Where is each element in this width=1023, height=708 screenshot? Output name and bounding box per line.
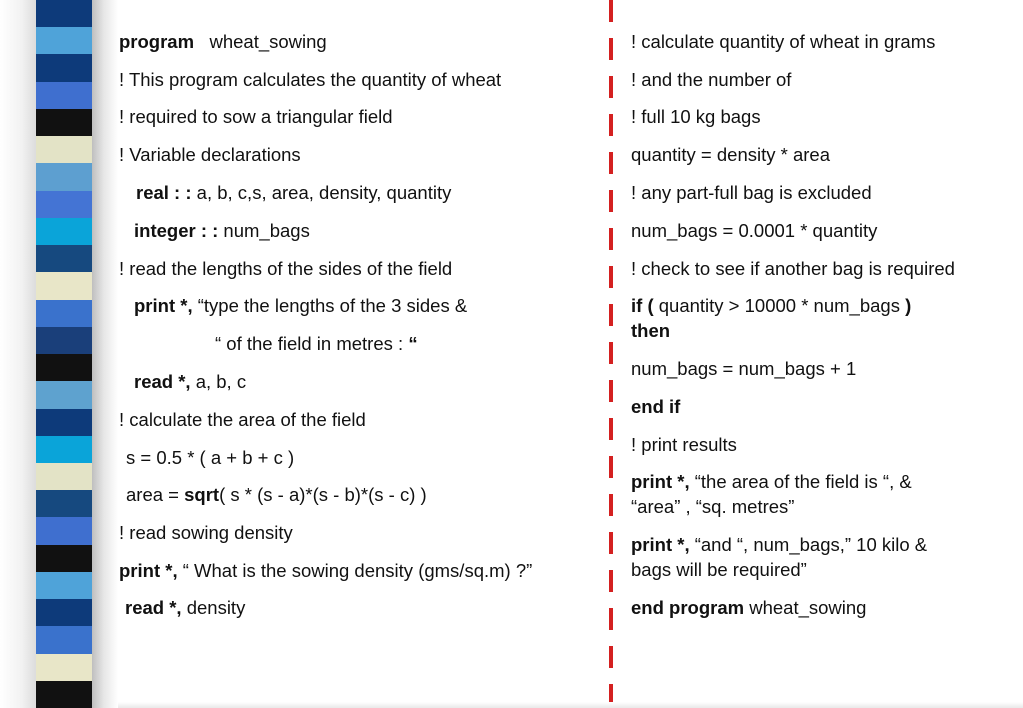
stripe-segment — [36, 272, 92, 299]
keyword-print: print *, — [119, 560, 178, 581]
read-variables: density — [181, 597, 246, 618]
stripe-segment — [36, 354, 92, 381]
stripe-segment — [36, 381, 92, 408]
sqrt-args: ( s * (s - a)*(s - b)*(s - c) ) — [219, 484, 427, 505]
keyword-print: print *, — [134, 295, 193, 316]
stripe-segment — [36, 517, 92, 544]
comment-line: ! check to see if another bag is required — [631, 258, 955, 279]
stripe-shadow-left — [0, 0, 36, 708]
code-line-if — [631, 295, 911, 317]
code-line-program — [119, 31, 327, 53]
code-line-end-if — [631, 396, 680, 418]
stripe-segment — [36, 599, 92, 626]
stripe-segment — [36, 572, 92, 599]
code-line-read-density — [125, 597, 245, 619]
print-string: “ What is the sowing density (gms/sq.m) ?” — [177, 560, 533, 581]
keyword-read: read *, — [125, 597, 182, 618]
comment-line: ! This program calculates the quantity of wheat — [119, 69, 502, 90]
stripe-segment — [36, 54, 92, 81]
decorative-stripe-bar — [36, 0, 92, 708]
code-line-num-bags: num_bags = 0.0001 * quantity — [631, 220, 878, 241]
code-line-real-decl — [136, 182, 451, 204]
code-line-print-bags-cont: bags will be required” — [631, 559, 807, 580]
comment-line: ! and the number of — [631, 69, 792, 90]
keyword-end-program: end program — [631, 597, 745, 618]
stripe-segment — [36, 82, 92, 109]
code-line-print-density — [119, 560, 532, 582]
code-line-print-area — [631, 471, 912, 493]
stripe-shadow — [92, 0, 118, 708]
comment-line: ! any part-full bag is excluded — [631, 182, 872, 203]
stripe-segment — [36, 109, 92, 136]
code-line-s-calc: s = 0.5 * ( a + b + c ) — [126, 447, 295, 468]
keyword-program: program — [119, 31, 195, 52]
real-variables: a, b, c,s, area, density, quantity — [191, 182, 452, 203]
keyword-then: then — [631, 320, 671, 341]
keyword-if: if ( — [631, 295, 654, 316]
code-line-increment: num_bags = num_bags + 1 — [631, 358, 857, 379]
read-variables: a, b, c — [190, 371, 247, 392]
stripe-segment — [36, 27, 92, 54]
program-name: wheat_sowing — [209, 31, 327, 52]
comment-line: ! Variable declarations — [119, 144, 301, 165]
code-line-print-sides — [134, 295, 467, 317]
print-string: “the area of the field is “, & — [689, 471, 912, 492]
closing-paren: ) — [905, 295, 912, 316]
code-line-end-program — [631, 597, 866, 619]
comment-line: ! read the lengths of the sides of the field — [119, 258, 453, 279]
code-line-read-sides — [134, 371, 246, 393]
stripe-segment — [36, 191, 92, 218]
stripe-segment — [36, 463, 92, 490]
stripe-segment — [36, 136, 92, 163]
if-condition: quantity > 10000 * num_bags — [653, 295, 906, 316]
comment-line: ! full 10 kg bags — [631, 106, 761, 127]
stripe-segment — [36, 163, 92, 190]
stripe-segment — [36, 327, 92, 354]
keyword-integer: integer : : — [134, 220, 219, 241]
closing-quote: “ — [408, 333, 418, 354]
stripe-segment — [36, 654, 92, 681]
program-name: wheat_sowing — [744, 597, 867, 618]
area-assign: area = — [126, 484, 185, 505]
code-line-integer-decl — [134, 220, 310, 242]
stripe-segment — [36, 626, 92, 653]
column-divider — [609, 0, 613, 708]
code-line-area-calc — [126, 484, 427, 506]
stripe-segment — [36, 218, 92, 245]
keyword-real: real : : — [136, 182, 192, 203]
integer-variables: num_bags — [218, 220, 310, 241]
print-string-cont: “ of the field in metres : — [215, 333, 409, 354]
bottom-shadow — [118, 702, 1023, 708]
keyword-print: print *, — [631, 471, 690, 492]
comment-line: ! required to sow a triangular field — [119, 106, 393, 127]
stripe-segment — [36, 681, 92, 708]
keyword-end-if: end if — [631, 396, 681, 417]
stripe-segment — [36, 245, 92, 272]
stripe-segment — [36, 409, 92, 436]
print-string: “and “, num_bags,” 10 kilo & — [689, 534, 928, 555]
stripe-segment — [36, 436, 92, 463]
stripe-segment — [36, 300, 92, 327]
comment-line: ! calculate quantity of wheat in grams — [631, 31, 936, 52]
stripe-segment — [36, 0, 92, 27]
print-string: “type the lengths of the 3 sides & — [192, 295, 468, 316]
keyword-sqrt: sqrt — [184, 484, 220, 505]
code-line-then — [631, 320, 670, 342]
keyword-print: print *, — [631, 534, 690, 555]
comment-line: ! print results — [631, 434, 737, 455]
code-line-print-continuation — [215, 333, 418, 355]
keyword-read: read *, — [134, 371, 191, 392]
code-line-print-bags — [631, 534, 927, 556]
code-line-print-area-cont: “area” , “sq. metres” — [631, 496, 795, 517]
code-line-quantity: quantity = density * area — [631, 144, 831, 165]
comment-line: ! read sowing density — [119, 522, 293, 543]
stripe-segment — [36, 545, 92, 572]
stripe-segment — [36, 490, 92, 517]
comment-line: ! calculate the area of the field — [119, 409, 366, 430]
